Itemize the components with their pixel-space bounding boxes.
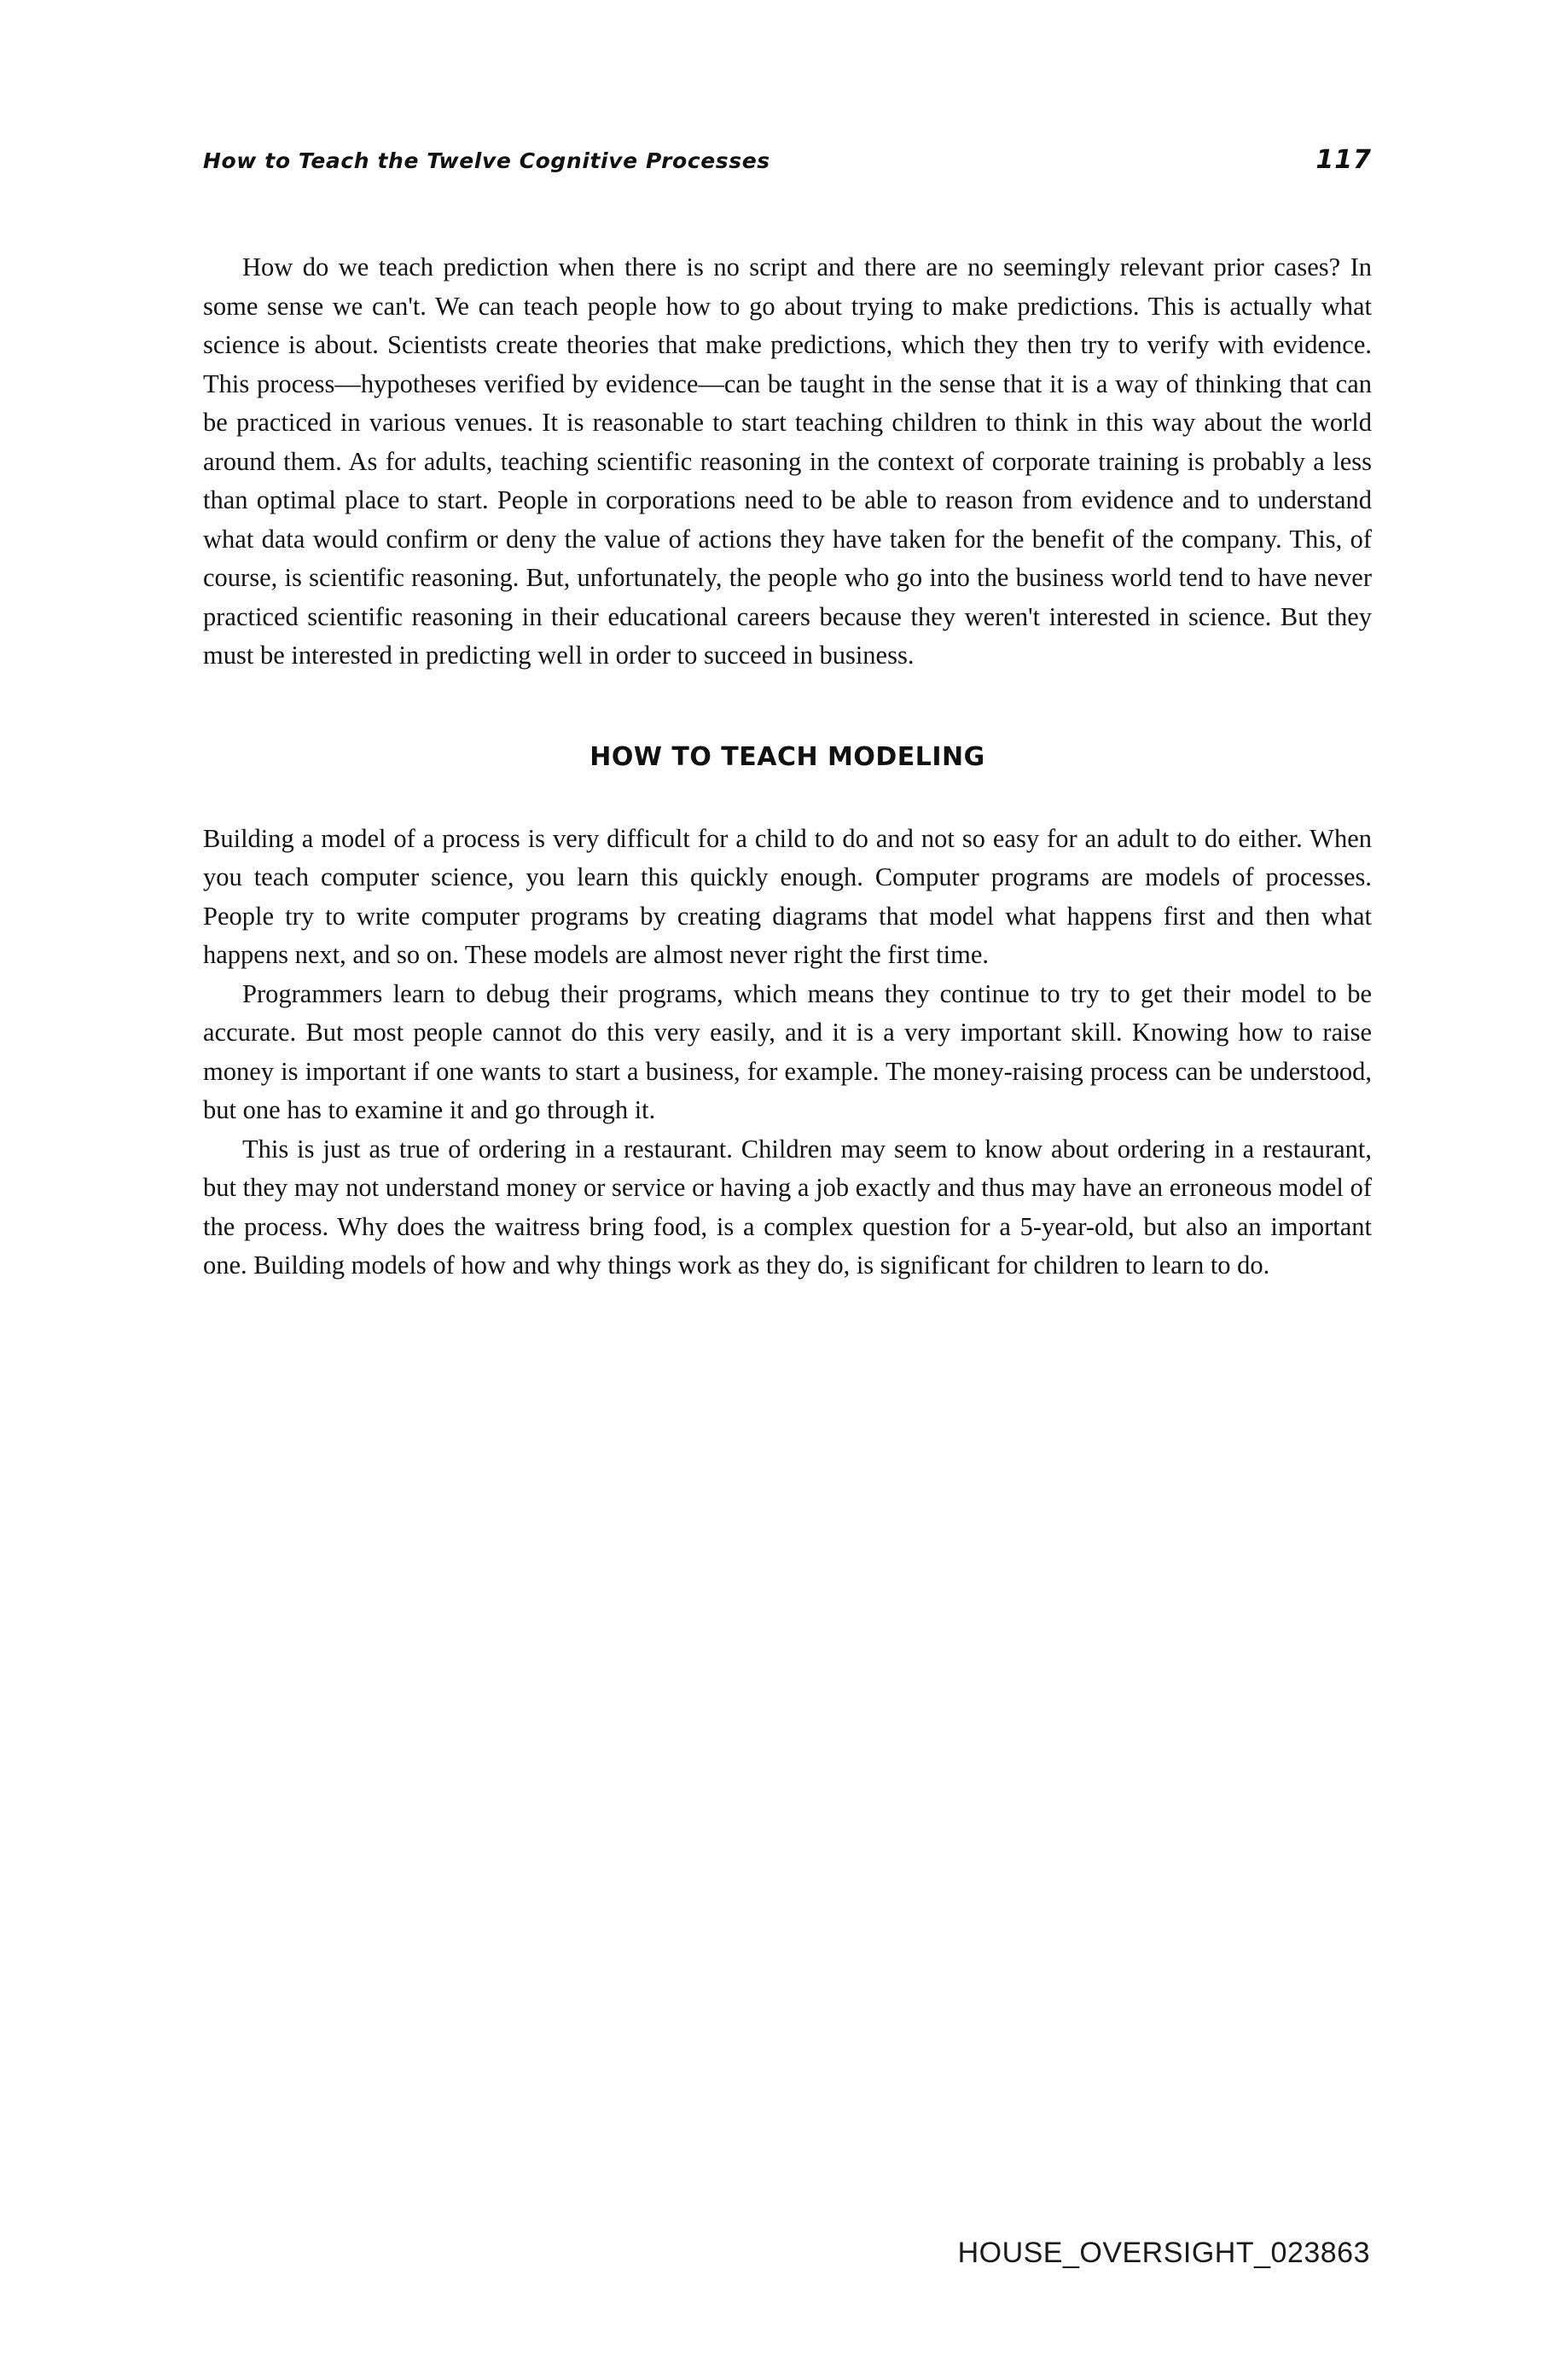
page-number: 117 <box>1315 145 1372 175</box>
section-heading-how-to-teach-modeling: HOW TO TEACH MODELING <box>589 741 985 772</box>
running-header-title: How to Teach the Twelve Cognitive Processes <box>203 148 770 173</box>
paragraph-prediction: How do we teach prediction when there is no script and there are no seemingly relevant prior cases? In some sense we can't. We can teach people how to go about trying to make predictions. This is actually what science is about. Scientists create theories that make predictions, which they then try to verify with evidence. This process—hypotheses verified by evidence—can be taught in the sense that it is a way of thinking that can be practiced in various venues. It is reasonable to start teaching children to think in this way about the world around them. As for adults, teaching scientific reasoning in the context of corporate training is probably a less than optimal place to start. People in corporations need to be able to reason from evidence and to understand what data would confirm or deny the value of actions they have taken for the benefit of the company. This, of course, is scientific reasoning. But, unfortunately, the people who go into the business world tend to have never practiced scientific reasoning in their educational careers because they weren't interested in science. But they must be interested in predicting well in order to succeed in business. <box>203 252 1372 670</box>
paragraph-building-a-model: Building a model of a process is very difficult for a child to do and not so easy for an adult to do either. When you teach computer science, you learn this quickly enough. Computer programs are models of processes. People try to write computer programs by creating diagrams that model what happens first and then what happens next, and so on. These models are almost never right the first time. <box>203 823 1372 969</box>
bates-stamp: HOUSE_OVERSIGHT_023863 <box>957 2237 1370 2269</box>
paragraph-ordering-restaurant: This is just as true of ordering in a restaurant. Children may seem to know about ordering in a restaurant, but they may not understand money or service or having a job exactly and thus may have an erroneous model of the process. Why does the waitress bring food, is a complex question for a 5-year-old, but also an important one. Building models of how and why things work as they do, is significant for children to learn to do. <box>203 1134 1372 1280</box>
running-header <box>203 145 1372 175</box>
page-content <box>203 145 1372 1285</box>
paragraph-programmers-debug: Programmers learn to debug their programs, which means they continue to try to get their model to be accurate. But most people cannot do this very easily, and it is a very important skill. Knowing how to raise money is important if one wants to start a business, for example. The money-raising process can be understood, but one has to examine it and go through it. <box>203 978 1372 1124</box>
